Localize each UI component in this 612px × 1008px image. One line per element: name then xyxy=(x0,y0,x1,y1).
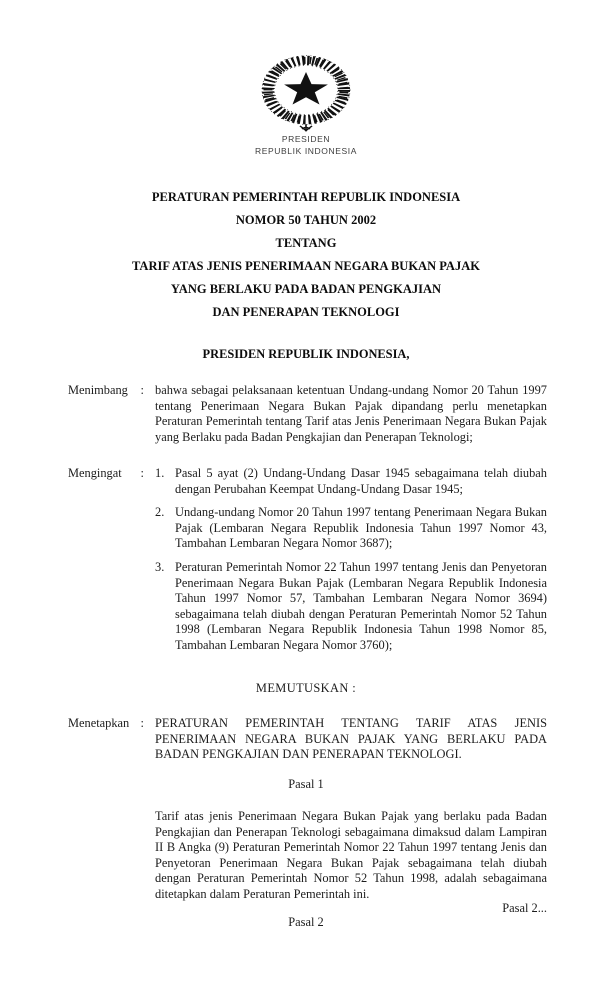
preamble-heading: PRESIDEN REPUBLIK INDONESIA, xyxy=(202,347,410,361)
list-item xyxy=(155,466,547,497)
clause-menetapkan xyxy=(68,716,547,763)
item-text: Undang-undang Nomor 20 Tahun 1997 tentang Penerimaan Negara Bukan Pajak (Lembaran Negara Republik Indonesia Tahun 1997 Nomor 43, Tambahan Lembaran Negara Nomor 3687); xyxy=(175,505,547,551)
pasal-1-heading: Pasal 1 xyxy=(288,777,324,791)
seal-caption xyxy=(0,133,612,157)
title-line-1: PERATURAN PEMERINTAH REPUBLIK INDONESIA xyxy=(151,190,461,204)
menimbang-text: bahwa sebagai pelaksanaan ketentuan Undang-undang Nomor 20 Tahun 1997 tentang Penerimaan Negara Bukan Pajak dipandang perlu menetapkan Peraturan Pemerintah tentang Tarif atas Jenis Penerimaan Negara Bukan Pajak yang Berlaku pada Badan Pengkajian dan Penerapan Teknologi; xyxy=(155,383,547,444)
item-number: 2. xyxy=(155,505,165,520)
menimbang-colon: : xyxy=(140,383,144,397)
title-line-2: NOMOR 50 TAHUN 2002 xyxy=(235,213,377,227)
mengingat-list xyxy=(155,466,547,654)
title-line-5: YANG BERLAKU PADA BADAN PENGKAJIAN xyxy=(170,282,442,296)
star-wreath-emblem-icon xyxy=(256,48,356,138)
presidential-seal xyxy=(0,48,612,158)
list-item xyxy=(155,505,547,552)
title-line-6: DAN PENERAPAN TEKNOLOGI xyxy=(212,305,400,319)
clause-label xyxy=(68,466,144,654)
mengingat-colon: : xyxy=(140,466,144,480)
menetapkan-colon: : xyxy=(140,716,144,730)
item-text: Peraturan Pemerintah Nomor 22 Tahun 1997 tentang Jenis dan Penyetoran Penerimaan Negara Bukan Pajak (Lembaran Negara Republik Indonesia Tahun 1997 Nomor 57, Tambahan Lembaran Negara Nomor 3694) sebagaimana telah diubah dengan Peraturan Pemerintah Nomor 52 Tahun 1998 (Lembaran Negara Republik Indonesia Tahun 1998 Nomor 85, Tambahan Lembaran Negara Nomor 3760); xyxy=(175,559,547,652)
seal-caption-line1: PRESIDEN xyxy=(281,134,331,144)
menetapkan-label: Menetapkan xyxy=(68,716,130,730)
clause-menimbang xyxy=(68,383,547,445)
title-line-4: TARIF ATAS JENIS PENERIMAAN NEGARA BUKAN PAJAK xyxy=(132,259,480,273)
catchword-next-page: Pasal 2... xyxy=(502,901,547,915)
document-title xyxy=(0,186,612,324)
item-number: 1. xyxy=(155,466,165,480)
menimbang-label: Menimbang xyxy=(68,383,128,397)
title-line-3: TENTANG xyxy=(275,236,337,250)
clause-label xyxy=(68,716,144,763)
clause-mengingat xyxy=(68,466,547,654)
seal-caption-line2: REPUBLIK INDONESIA xyxy=(255,146,357,156)
menetapkan-text: PERATURAN PEMERINTAH TENTANG TARIF ATAS JENIS PENERIMAAN NEGARA BUKAN PAJAK YANG BERLAKU PADA BADAN PENGKAJIAN DAN PENERAPAN TEKNOLOGI. xyxy=(155,716,547,762)
pasal-1-body: Tarif atas jenis Penerimaan Negara Bukan Pajak yang berlaku pada Badan Pengkajian dan Penerapan Teknologi sebagaimana dimaksud dalam Lampiran II B Angka (9) Peraturan Pemerintah Nomor 22 Tahun 1997 tentang Jenis dan Penyetoran Penerimaan Negara Bukan Pajak sebagaimana telah diubah dengan Peraturan Pemerintah Nomor 52 Tahun 1998, adalah sebagaimana ditetapkan dalam Peraturan Pemerintah ini. xyxy=(155,809,547,901)
item-text: Pasal 5 ayat (2) Undang-Undang Dasar 1945 sebagaimana telah diubah dengan Perubahan Keempat Undang-Undang Dasar 1945; xyxy=(175,466,547,496)
mengingat-label: Mengingat xyxy=(68,466,122,480)
pasal-2-heading: Pasal 2 xyxy=(288,915,324,929)
clause-label xyxy=(68,383,144,445)
list-item xyxy=(155,560,547,654)
memutuskan-heading: MEMUTUSKAN : xyxy=(255,681,357,695)
item-number: 3. xyxy=(155,559,165,574)
